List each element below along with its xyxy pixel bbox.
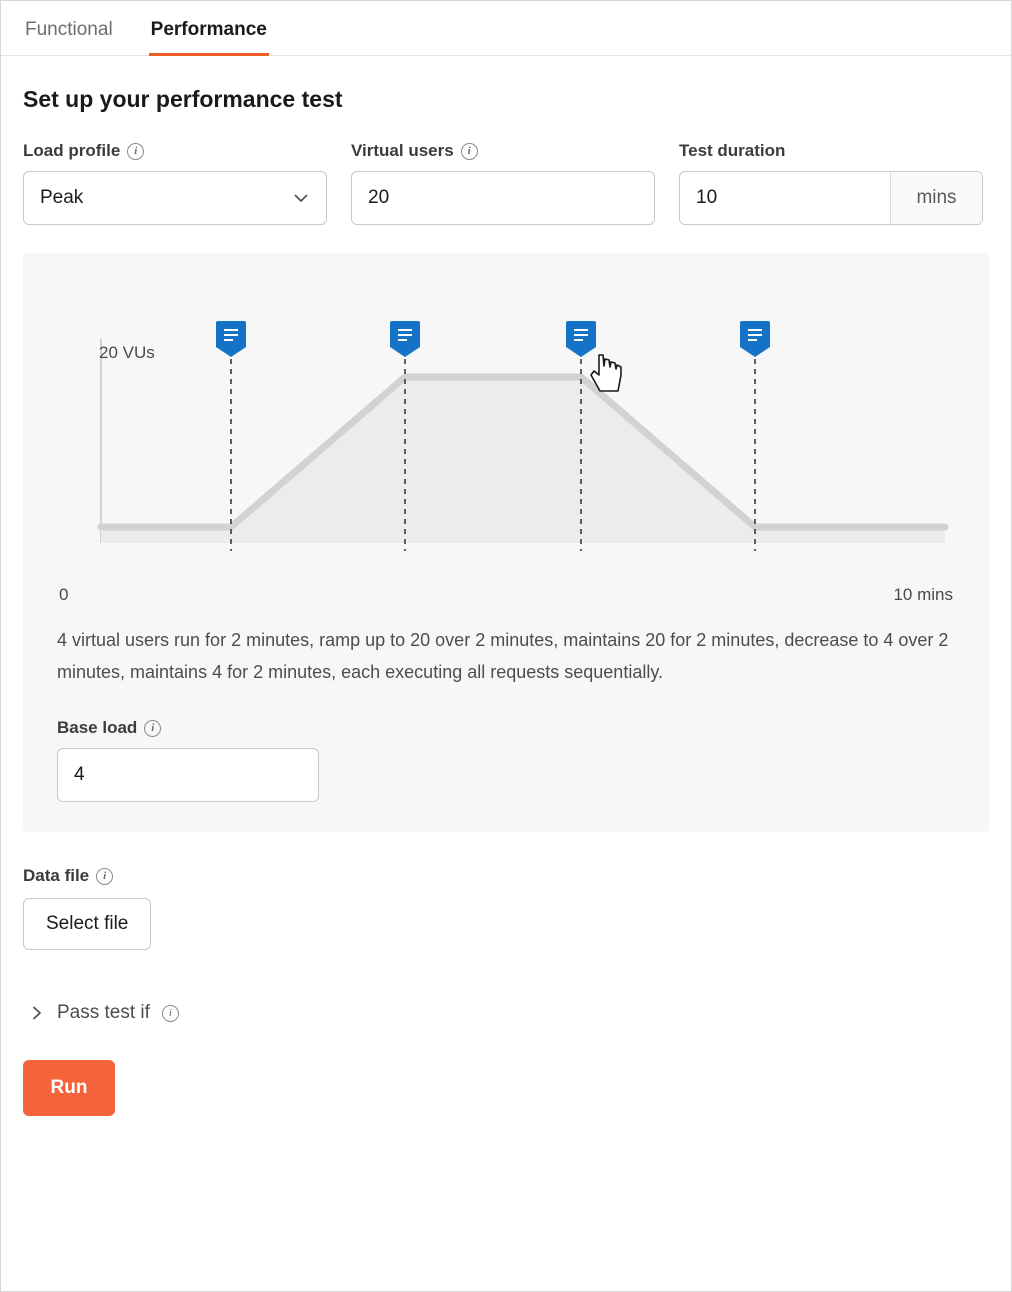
- info-icon[interactable]: i: [461, 143, 478, 160]
- load-profile-label: Load profile: [23, 141, 121, 160]
- load-profile-label-group: [23, 141, 327, 161]
- test-duration-field: [679, 141, 983, 225]
- load-profile-panel: [23, 253, 989, 832]
- info-icon[interactable]: i: [162, 1005, 179, 1022]
- load-profile-field: [23, 141, 327, 225]
- virtual-users-label: Virtual users: [351, 141, 454, 160]
- info-icon[interactable]: i: [96, 868, 113, 885]
- chart-svg: [53, 277, 973, 577]
- base-load-label: Base load: [57, 718, 138, 737]
- run-button[interactable]: Run: [23, 1060, 115, 1116]
- select-file-button[interactable]: Select file: [23, 898, 151, 950]
- settings-fields-row: [23, 141, 1011, 225]
- info-icon[interactable]: i: [127, 143, 144, 160]
- base-load-input[interactable]: [74, 764, 302, 786]
- load-profile-chart: [53, 277, 959, 577]
- test-duration-label-group: [679, 141, 983, 161]
- pass-test-if-accordion[interactable]: [29, 1002, 1011, 1024]
- data-file-label: Data file: [23, 866, 90, 885]
- load-profile-value: Peak: [40, 187, 84, 208]
- chevron-right-icon: [29, 1005, 45, 1021]
- chart-y-label: 20 VUs: [99, 343, 155, 362]
- stage-marker-icon: [216, 321, 246, 357]
- pass-test-if-label: Pass test if: [57, 1002, 150, 1023]
- chart-x-axis: [53, 585, 959, 605]
- test-duration-input-wrap[interactable]: [679, 171, 983, 225]
- base-load-input-wrap[interactable]: [57, 748, 319, 802]
- chart-x-start: 0: [59, 585, 69, 604]
- virtual-users-label-group: [351, 141, 655, 161]
- test-duration-input[interactable]: [696, 187, 874, 209]
- virtual-users-input-wrap[interactable]: [351, 171, 655, 225]
- tab-performance[interactable]: Performance: [149, 15, 269, 56]
- tabbar: [1, 1, 1011, 56]
- virtual-users-field: [351, 141, 655, 225]
- profile-description: 4 virtual users run for 2 minutes, ramp up to 20 over 2 minutes, maintains 20 for 2 minutes, decrease to 4 over 2 minutes, maintains 4 for 2 minutes, each executing all requests sequentially.: [57, 630, 949, 682]
- test-duration-label: Test duration: [679, 141, 786, 160]
- info-icon[interactable]: i: [144, 720, 161, 737]
- data-file-label-group: [23, 866, 1011, 886]
- tab-functional[interactable]: Functional: [25, 19, 113, 40]
- page-title: Set up your performance test: [23, 86, 343, 112]
- stage-marker-icon: [740, 321, 770, 357]
- chart-x-end: 10 mins: [893, 585, 953, 604]
- base-load-label-group: [57, 718, 959, 738]
- virtual-users-input[interactable]: [368, 187, 638, 209]
- test-duration-unit: mins: [890, 172, 982, 224]
- test-duration-input-cell[interactable]: [680, 172, 890, 224]
- load-profile-select[interactable]: [23, 171, 327, 225]
- stage-marker-icon: [566, 321, 596, 357]
- stage-marker-icon: [390, 321, 420, 357]
- chevron-down-icon: [292, 189, 310, 207]
